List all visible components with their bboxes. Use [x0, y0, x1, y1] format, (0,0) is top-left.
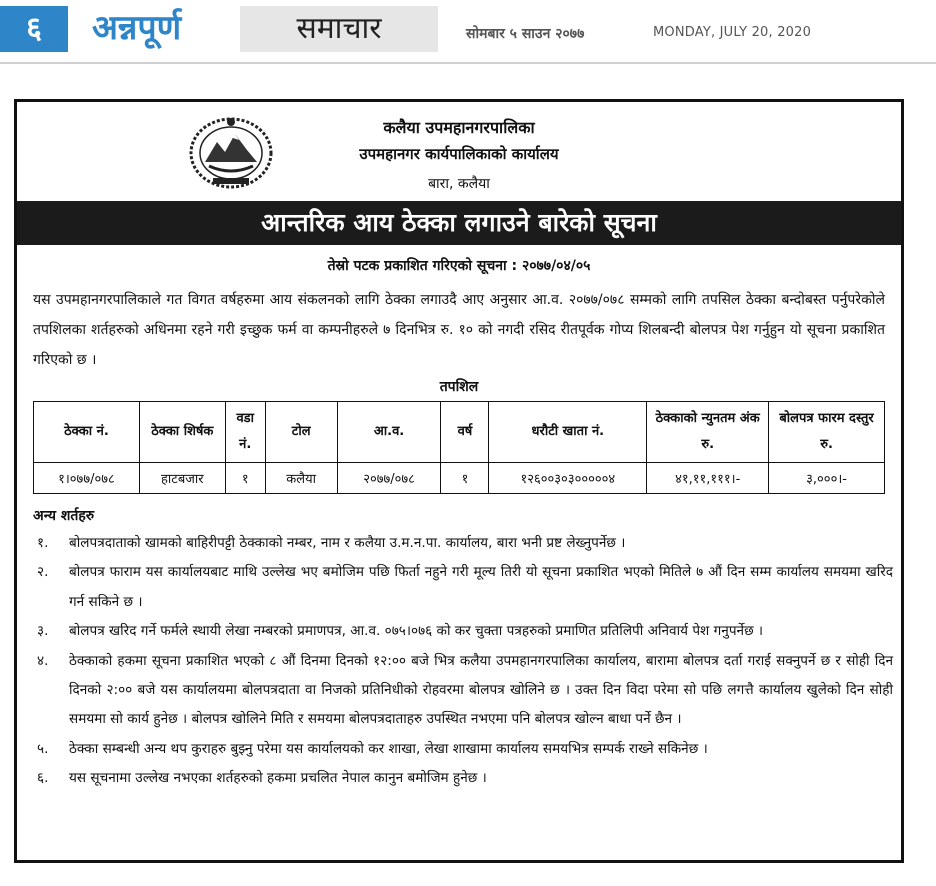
col-header-tole: टोल: [265, 402, 337, 463]
term-number: २.: [37, 564, 49, 581]
schedule-title: तपशिल: [439, 379, 479, 395]
page-number: ६: [0, 6, 68, 52]
term-text: बोलपत्रदाताको खामको बाहिरीपट्टी ठेक्काको नम्बर, नाम र कलैया उ.म.न.पा. कार्यालय, बारा भनी प्रष्ट लेख्नुपर्नेछ ।: [69, 535, 626, 551]
newspaper-brand: अन्नपूर्ण: [92, 8, 182, 48]
table-cell: कलैया: [265, 463, 337, 494]
table-header-row: [34, 402, 885, 463]
term-number: ३.: [37, 623, 49, 640]
newspaper-header: [0, 0, 936, 66]
term-text: बोलपत्र फाराम यस कार्यालयबाट माथि उल्लेख भए बमोजिम पछि फिर्ता नहुने गरी मूल्य तिरी यो सूचना प्रकाशित भएको मितिले ७ औं दिन सम्म कार्यालय समयमा खरिद गर्न सकिने छ ।: [69, 564, 893, 610]
table-cell: १।०७७/०७८: [34, 463, 140, 494]
date-english: MONDAY, JULY 20, 2020: [653, 25, 812, 40]
col-header-ward-no: वडा नं.: [225, 402, 265, 463]
col-header-deposit-account: धरौटी खाता नं.: [489, 402, 647, 463]
term-number: ६.: [37, 770, 49, 787]
term-number: ४.: [37, 652, 49, 669]
list-item: [33, 529, 893, 558]
list-item: [33, 764, 893, 793]
office-name: उपमहानगर कार्यपालिकाको कार्यालय: [359, 145, 559, 163]
section-label: समाचार: [240, 6, 438, 52]
notice-title: आन्तरिक आय ठेक्का लगाउने बारेको सूचना: [17, 201, 901, 245]
table-cell: २०७७/०७८: [337, 463, 441, 494]
schedule-table: [33, 401, 885, 494]
col-header-fiscal-year: आ.व.: [337, 402, 441, 463]
table-cell: १: [225, 463, 265, 494]
terms-heading: अन्य शर्तहरु: [33, 508, 95, 524]
list-item: [33, 558, 893, 617]
col-header-contract-no: ठेक्का नं.: [34, 402, 140, 463]
publication-line: तेस्रो पटक प्रकाशित गरिएको सूचना : २०७७/०४/०५: [327, 258, 591, 274]
list-item: [33, 735, 893, 764]
col-header-contract-title: ठेक्का शिर्षक: [139, 402, 225, 463]
header-divider: [0, 62, 936, 64]
term-number: ५.: [37, 740, 49, 757]
col-header-year: वर्ष: [441, 402, 489, 463]
term-text: यस सूचनामा उल्लेख नभएका शर्तहरुको हकमा प्रचलित नेपाल कानुन बमोजिम हुनेछ ।: [69, 770, 487, 787]
term-text: ठेक्का सम्बन्धी अन्य थप कुराहरु बुझ्नु परेमा यस कार्यालयको कर शाखा, लेखा शाखामा कार्यालय समयभित्र सम्पर्क राख्ने सकिनेछ ।: [69, 740, 708, 757]
notice-box: [14, 99, 904, 863]
table-cell: १२६००३०३०००००४: [489, 463, 647, 494]
col-header-minimum-amount: ठेक्काको न्युनतम अंक रु.: [647, 402, 769, 463]
office-address: बारा, कलैया: [428, 176, 490, 192]
term-text: बोलपत्र खरिद गर्ने फर्मले स्थायी लेखा नम्बरको प्रमाणपत्र, आ.व. ०७५।०७६ को कर चुक्ता पत्रहरुको प्रमाणित प्रतिलिपी अनिवार्य पेश गनुपर्नेछ ।: [69, 623, 764, 640]
list-item: [33, 647, 893, 735]
date-nepali: सोमबार ५ साउन २०७७: [466, 26, 585, 42]
intro-paragraph: यस उपमहानगरपालिकाले गत विगत वर्षहरुमा आय संकलनको लागि ठेक्का लगाउदै आए अनुसार आ.व. २०७७/०७८ सम्मको लागि तपसिल ठेक्का बन्दोबस्त पर्नुपरेकोले तपशिलका शर्तहरुको अधिनमा रहने गरी इच्छुक फर्म वा कम्पनीहरुले ७ दिनभित्र रु. १० को नगदी रसिद रीतपूर्वक गोप्य शिलबन्दी बोलपत्र पेश गर्नुहुन यो सूचना प्रकाशित गरिएको छ ।: [33, 292, 885, 368]
org-name: कलैया उपमहानगरपालिका: [383, 118, 535, 137]
table-cell: ४१,११,१११।-: [647, 463, 769, 494]
table-cell: १: [441, 463, 489, 494]
term-number: १.: [37, 535, 49, 551]
table-cell: ३,०००।-: [769, 463, 885, 494]
col-header-form-fee: बोलपत्र फारम दस्तुर रु.: [769, 402, 885, 463]
list-item: [33, 617, 893, 646]
table-cell: हाटबजार: [139, 463, 225, 494]
terms-list: [33, 529, 893, 794]
term-text: ठेक्काको हकमा सूचना प्रकाशित भएको ८ औं दिनमा दिनको १२:०० बजे भित्र कलैया उपमहानगरपालिका कार्यालय, बारामा बोलपत्र दर्ता गराई सक्नुपर्ने छ र सोही दिन दिनको २:०० बजे यस कार्यालयमा बोलपत्रदाता वा निजको प्रतिनिधीको रोहवरमा बोलपत्र खोलिने छ । उक्त दिन विदा परेमा सो पछि लगत्तै कार्यालय खुलेको दिन सोही समयमा सो कार्य हुनेछ । बोलपत्र खोलिने मिति र समयमा बोलपत्रदाताहरु उपस्थित नभएमा पनि बोलपत्र खोल्न बाधा पर्ने छैन ।: [69, 652, 893, 728]
table-row: [34, 463, 885, 494]
